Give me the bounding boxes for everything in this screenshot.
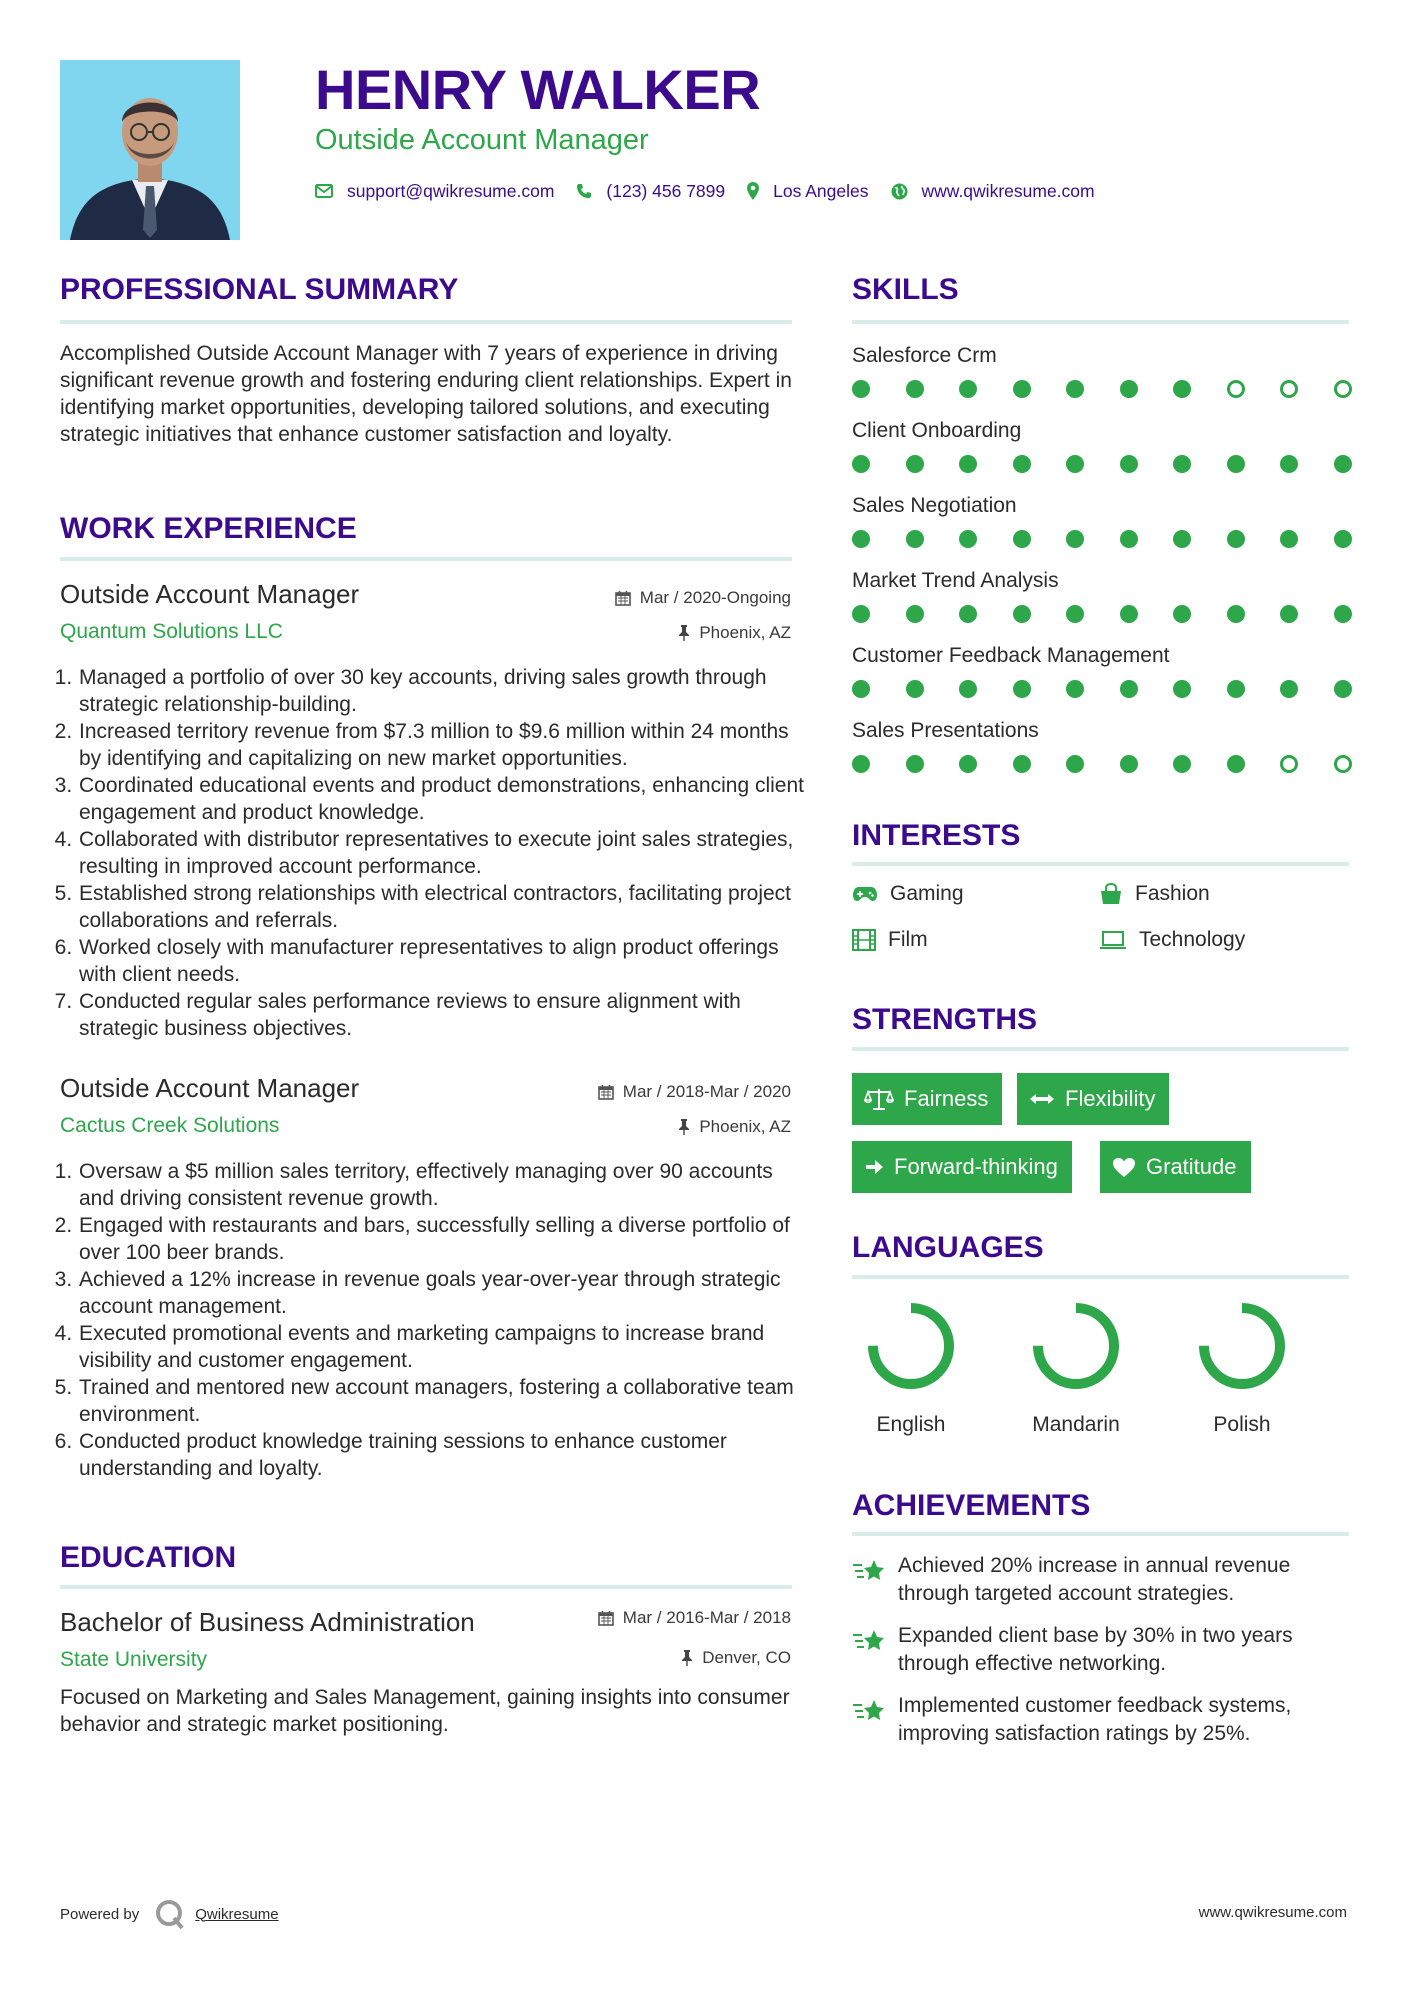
candidate-title: Outside Account Manager (315, 124, 649, 156)
education-location (681, 1648, 791, 1668)
calendar-icon (598, 1084, 614, 1100)
pushpin-icon (678, 1119, 690, 1135)
education-description: Focused on Marketing and Sales Management, gaining insights into consumer behavior and strategic market positioning. (60, 1686, 790, 1736)
contact-phone[interactable] (576, 181, 725, 202)
rating-dot-filled (1173, 530, 1191, 548)
strengths-heading: STRENGTHS (852, 1003, 1038, 1036)
strength-badge (1017, 1073, 1169, 1125)
rating-dot-filled (1066, 755, 1084, 773)
rating-dot-filled (1334, 530, 1352, 548)
rating-dot-filled (906, 380, 924, 398)
rating-dot-filled (959, 605, 977, 623)
rating-dot-filled (1280, 605, 1298, 623)
languages-heading: LANGUAGES (852, 1231, 1044, 1264)
language-item (846, 1298, 976, 1437)
pushpin-icon (681, 1650, 693, 1666)
achievement-item (852, 1552, 1362, 1608)
interest-item (1099, 882, 1210, 906)
job-location (678, 623, 791, 643)
strength-label: Fairness (904, 1086, 989, 1111)
rating-dot-filled (959, 530, 977, 548)
language-progress-arc (1204, 1308, 1280, 1384)
rating-dot-filled (906, 605, 924, 623)
list-item: 4. Collaborated with distributor representatives to execute joint sales strategies, resulting in improved account performance. (78, 826, 805, 880)
rating-dot-filled (1066, 380, 1084, 398)
qwikresume-link[interactable]: Qwikresume (195, 1905, 279, 1923)
skill-rating (852, 753, 1352, 775)
rating-dot-filled (1120, 530, 1138, 548)
rating-dot-filled (1334, 680, 1352, 698)
school-name: State University (60, 1648, 208, 1671)
summary-text: Accomplished Outside Account Manager with 7 years of experience in driving significant revenue growth and fostering enduring client relationships. Expert in identifying market opportunities, developing tailored solutions, and executing strategic initiatives that enhance customer satisfaction and loyalty. (60, 342, 792, 446)
rating-dot-filled (1173, 455, 1191, 473)
balance-scale-icon (864, 1087, 894, 1111)
language-label: Mandarin (1032, 1413, 1120, 1436)
job-dates (615, 588, 791, 608)
divider (60, 320, 792, 324)
contact-website[interactable] (891, 181, 1095, 202)
rating-dot-filled (1013, 380, 1031, 398)
rating-dot-filled (959, 380, 977, 398)
divider (60, 557, 792, 561)
language-progress-ring (1194, 1298, 1290, 1394)
rating-dot-filled (1066, 680, 1084, 698)
company-name: Quantum Solutions LLC (60, 620, 283, 643)
contact-email[interactable] (315, 181, 554, 202)
profile-photo (60, 60, 240, 240)
job-location-text: Phoenix, AZ (699, 623, 791, 642)
job-bullets (60, 1158, 805, 1482)
skill-rating (852, 528, 1352, 550)
education-heading: EDUCATION (60, 1541, 237, 1574)
job-title: Outside Account Manager (60, 1073, 360, 1103)
film-icon (852, 929, 876, 951)
achievements-heading: ACHIEVEMENTS (852, 1489, 1091, 1522)
rating-dot-filled (1227, 755, 1245, 773)
job-title: Outside Account Manager (60, 579, 360, 609)
rating-dot-empty (1280, 380, 1298, 398)
list-item: 3. Coordinated educational events and product demonstrations, enhancing client engagement and product knowledge. (78, 772, 805, 826)
divider (852, 320, 1349, 324)
shopping-bag-icon (1099, 883, 1123, 905)
education-dates (598, 1608, 791, 1628)
rating-dot-empty (1227, 380, 1245, 398)
rating-dot-filled (959, 455, 977, 473)
phone-icon (576, 183, 592, 199)
strength-label: Gratitude (1146, 1154, 1237, 1179)
strength-label: Forward-thinking (894, 1154, 1058, 1179)
heart-icon (1112, 1157, 1136, 1178)
language-item (1011, 1298, 1141, 1437)
list-item: 5. Established strong relationships with electrical contractors, facilitating project collaborations and referrals. (78, 880, 805, 934)
calendar-icon (598, 1610, 614, 1626)
strength-badge (852, 1073, 1002, 1125)
divider (60, 1585, 792, 1589)
rating-dot-filled (852, 755, 870, 773)
job-location (678, 1117, 791, 1137)
interests-heading: INTERESTS (852, 819, 1021, 852)
list-item: 3. Achieved a 12% increase in revenue goals year-over-year through strategic account management. (78, 1266, 805, 1320)
rating-dot-filled (1013, 530, 1031, 548)
skill-rating (852, 603, 1352, 625)
rating-dot-filled (1066, 455, 1084, 473)
experience-heading: WORK EXPERIENCE (60, 512, 357, 545)
job-dates-text: Mar / 2020-Ongoing (639, 588, 791, 607)
strength-label: Flexibility (1065, 1086, 1156, 1111)
globe-icon (891, 183, 908, 200)
education-dates-text: Mar / 2016-Mar / 2018 (622, 1608, 791, 1627)
language-item (1177, 1298, 1307, 1437)
envelope-icon (315, 184, 333, 198)
list-item: 2. Engaged with restaurants and bars, successfully selling a diverse portfolio of over 100 beer brands. (78, 1212, 805, 1266)
achievement-text: Achieved 20% increase in annual revenue through targeted account strategies. (898, 1554, 1291, 1605)
shooting-star-icon (852, 1556, 886, 1586)
contact-phone-text: (123) 456 7899 (606, 180, 726, 201)
rating-dot-filled (1066, 605, 1084, 623)
divider (852, 1275, 1349, 1279)
divider (852, 862, 1349, 866)
language-progress-ring (863, 1298, 959, 1394)
contact-website-text: www.qwikresume.com (921, 180, 1095, 201)
strength-badge (1100, 1141, 1251, 1193)
interest-item (852, 882, 964, 906)
rating-dot-filled (1227, 605, 1245, 623)
education-location-text: Denver, CO (702, 1648, 791, 1667)
rating-dot-filled (1013, 455, 1031, 473)
interest-label: Gaming (890, 882, 964, 905)
job-bullets (60, 664, 805, 1042)
rating-dot-empty (1334, 755, 1352, 773)
rating-dot-empty (1334, 380, 1352, 398)
rating-dot-filled (1120, 755, 1138, 773)
skill-name: Client Onboarding (852, 419, 1022, 442)
job-dates-text: Mar / 2018-Mar / 2020 (622, 1082, 791, 1101)
rating-dot-filled (1013, 755, 1031, 773)
candidate-name: HENRY WALKER (315, 58, 761, 121)
achievement-item (852, 1622, 1362, 1678)
language-progress-arc (1038, 1308, 1114, 1384)
rating-dot-filled (959, 755, 977, 773)
pushpin-icon (678, 625, 690, 641)
skill-name: Market Trend Analysis (852, 569, 1059, 592)
summary-heading: PROFESSIONAL SUMMARY (60, 273, 459, 306)
rating-dot-filled (959, 680, 977, 698)
contact-row (315, 176, 1117, 206)
calendar-icon (615, 590, 631, 606)
rating-dot-filled (1173, 380, 1191, 398)
rating-dot-filled (1173, 680, 1191, 698)
language-label: English (876, 1413, 946, 1436)
rating-dot-filled (852, 455, 870, 473)
list-item: 6. Conducted product knowledge training sessions to enhance customer understanding and loyalty. (78, 1428, 805, 1482)
language-label: Polish (1213, 1413, 1271, 1436)
list-item: 1. Oversaw a $5 million sales territory, effectively managing over 90 accounts and driving consistent revenue growth. (78, 1158, 805, 1212)
gamepad-icon (852, 885, 878, 903)
divider (852, 1047, 1349, 1051)
contact-email-text: support@qwikresume.com (347, 180, 555, 201)
achievement-text: Expanded client base by 30% in two years through effective networking. (898, 1624, 1293, 1675)
rating-dot-filled (1280, 680, 1298, 698)
list-item: 7. Conducted regular sales performance reviews to ensure alignment with strategic business objectives. (78, 988, 805, 1042)
rating-dot-filled (1013, 680, 1031, 698)
list-item: 4. Executed promotional events and marketing campaigns to increase brand visibility and customer engagement. (78, 1320, 805, 1374)
footer-branding (60, 1898, 279, 1930)
rating-dot-filled (1173, 755, 1191, 773)
shooting-star-icon (852, 1696, 886, 1726)
map-pin-icon (747, 182, 759, 200)
rating-dot-filled (852, 605, 870, 623)
skill-name: Customer Feedback Management (852, 644, 1170, 667)
rating-dot-filled (1280, 455, 1298, 473)
contact-location (747, 181, 868, 202)
arrow-right-icon (864, 1157, 884, 1177)
rating-dot-filled (1013, 605, 1031, 623)
rating-dot-filled (1334, 605, 1352, 623)
rating-dot-filled (852, 380, 870, 398)
company-name: Cactus Creek Solutions (60, 1114, 280, 1137)
rating-dot-filled (906, 680, 924, 698)
interest-item (852, 928, 928, 952)
skills-heading: SKILLS (852, 273, 959, 306)
achievement-text: Implemented customer feedback systems, improving satisfaction ratings by 25%. (898, 1694, 1292, 1745)
language-progress-arc (873, 1308, 949, 1384)
rating-dot-filled (906, 455, 924, 473)
divider (852, 1532, 1349, 1536)
language-progress-ring (1028, 1298, 1124, 1394)
rating-dot-filled (1173, 605, 1191, 623)
skill-name: Salesforce Crm (852, 344, 997, 367)
qwikresume-logo-icon (153, 1898, 187, 1930)
skill-rating (852, 678, 1352, 700)
rating-dot-filled (1120, 680, 1138, 698)
rating-dot-filled (1334, 455, 1352, 473)
arrows-horizontal-icon (1029, 1092, 1055, 1106)
skill-name: Sales Presentations (852, 719, 1039, 742)
rating-dot-filled (852, 680, 870, 698)
list-item: 1. Managed a portfolio of over 30 key accounts, driving sales growth through strategic relationship-building. (78, 664, 805, 718)
laptop-icon (1099, 930, 1127, 950)
contact-location-text: Los Angeles (773, 180, 869, 201)
job-location-text: Phoenix, AZ (699, 1117, 791, 1136)
rating-dot-filled (852, 530, 870, 548)
job-dates (598, 1082, 791, 1102)
shooting-star-icon (852, 1626, 886, 1656)
rating-dot-filled (906, 530, 924, 548)
rating-dot-filled (1066, 530, 1084, 548)
skill-rating (852, 378, 1352, 400)
skill-rating (852, 453, 1352, 475)
footer-website[interactable]: www.qwikresume.com (1198, 1904, 1347, 1921)
rating-dot-filled (906, 755, 924, 773)
interest-item (1099, 928, 1245, 952)
list-item: 6. Worked closely with manufacturer representatives to align product offerings with client needs. (78, 934, 805, 988)
interest-label: Technology (1139, 928, 1246, 951)
rating-dot-filled (1280, 530, 1298, 548)
powered-by-text: Powered by (60, 1905, 140, 1923)
list-item: 2. Increased territory revenue from $7.3 million to $9.6 million within 24 months by identifying and capitalizing on new market opportunities. (78, 718, 805, 772)
skill-name: Sales Negotiation (852, 494, 1017, 517)
list-item: 5. Trained and mentored new account managers, fostering a collaborative team environment. (78, 1374, 805, 1428)
rating-dot-filled (1120, 455, 1138, 473)
rating-dot-empty (1280, 755, 1298, 773)
interest-label: Film (888, 928, 928, 951)
rating-dot-filled (1120, 605, 1138, 623)
rating-dot-filled (1120, 380, 1138, 398)
interest-label: Fashion (1135, 882, 1210, 905)
strength-badge (852, 1141, 1072, 1193)
rating-dot-filled (1227, 455, 1245, 473)
rating-dot-filled (1227, 530, 1245, 548)
rating-dot-filled (1227, 680, 1245, 698)
degree-title: Bachelor of Business Administration (60, 1607, 475, 1637)
achievement-item (852, 1692, 1362, 1748)
